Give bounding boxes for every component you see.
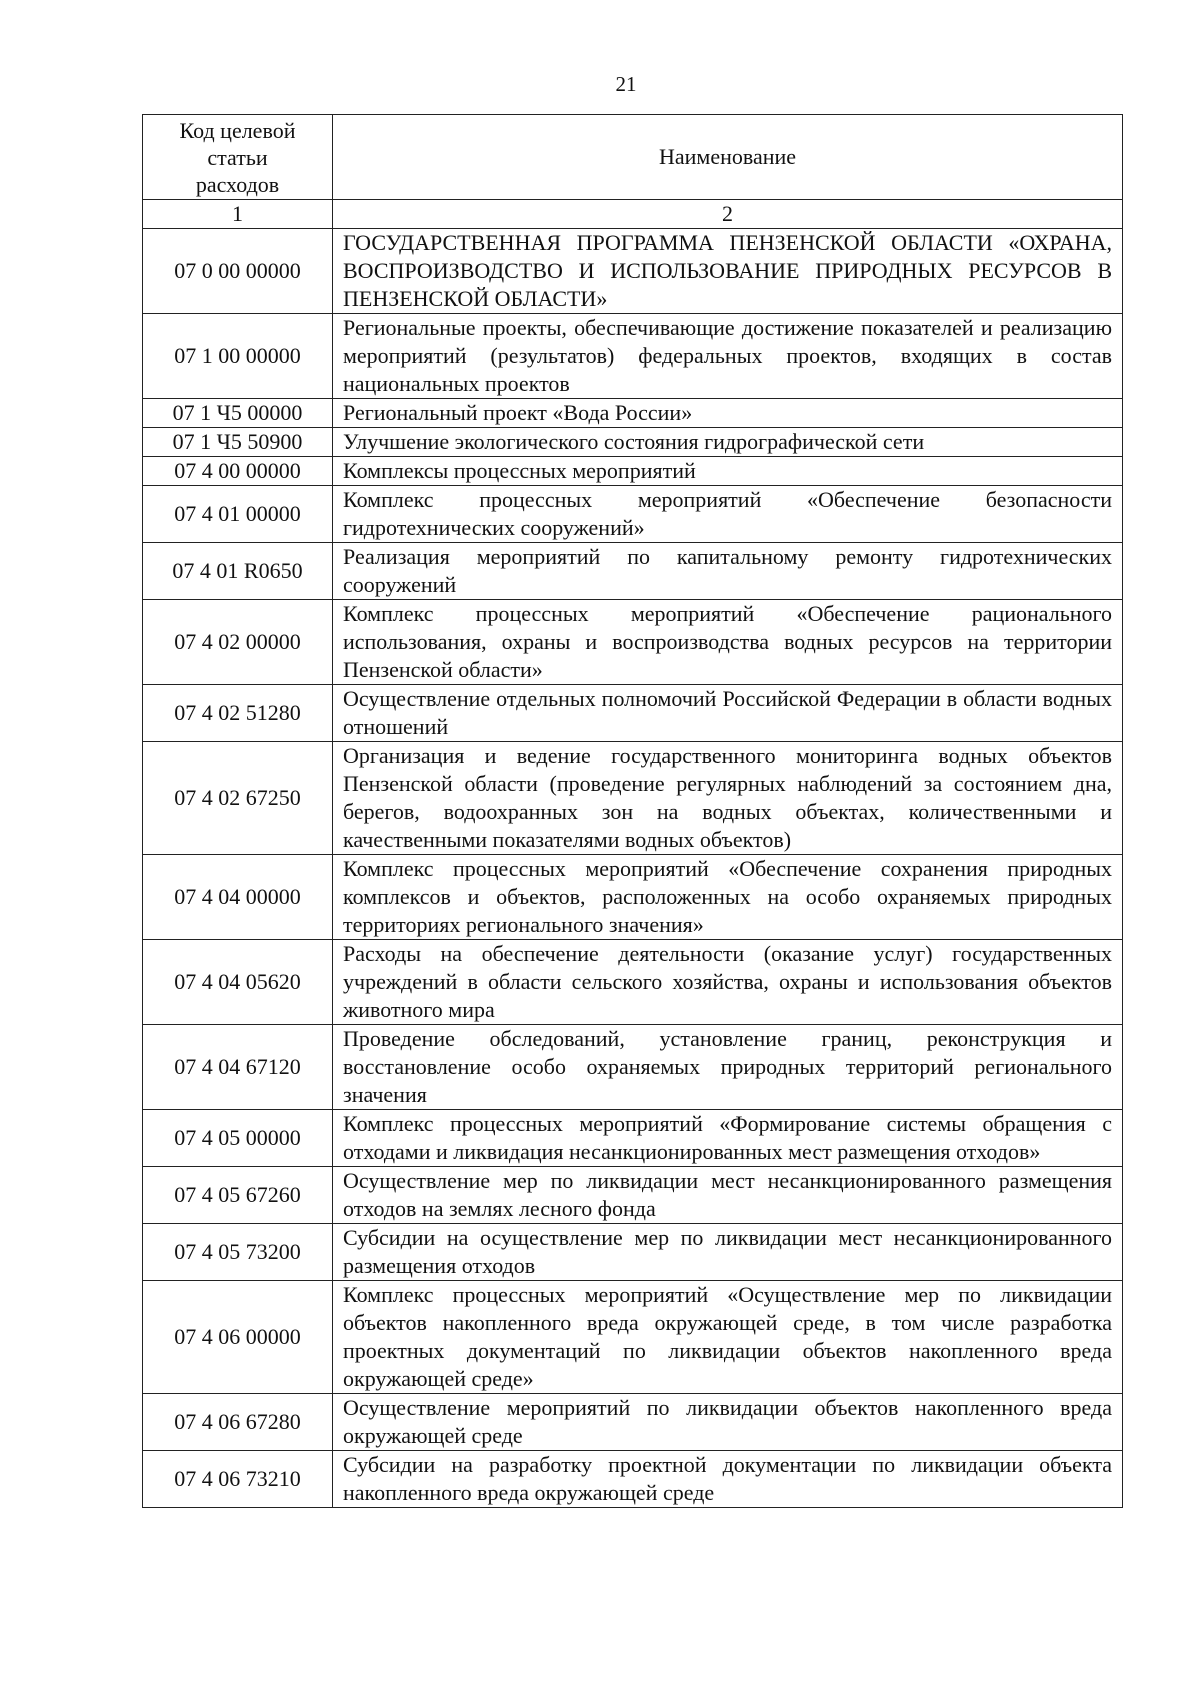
row-code: 07 4 06 73210 [143, 1451, 333, 1508]
row-name: ГОСУДАРСТВЕННАЯ ПРОГРАММА ПЕНЗЕНСКОЙ ОБЛАСТИ «ОХРАНА, ВОСПРОИЗВОДСТВО И ИСПОЛЬЗОВАНИЕ ПРИРОДНЫХ РЕСУРСОВ В ПЕНЗЕНСКОЙ ОБЛАСТИ» [333, 229, 1123, 314]
row-name: Осуществление мероприятий по ликвидации объектов накопленного вреда окружающей среде [333, 1394, 1123, 1451]
row-name: Организация и ведение государственного мониторинга водных объектов Пензенской области (проведение регулярных наблюдений за состоянием дна, берегов, водоохранных зон на водных объектах, количественными и качественными показателями водных объектов) [333, 742, 1123, 855]
row-name: Комплекс процессных мероприятий «Обеспечение рационального использования, охраны и воспроизводства водных ресурсов на территории Пензенской области» [333, 600, 1123, 685]
row-name: Комплекс процессных мероприятий «Формирование системы обращения с отходами и ликвидация несанкционированных мест размещения отходов» [333, 1110, 1123, 1167]
column-number-2: 2 [333, 200, 1123, 229]
row-name: Субсидии на разработку проектной документации по ликвидации объекта накопленного вреда окружающей среде [333, 1451, 1123, 1508]
row-name: Субсидии на осуществление мер по ликвидации мест несанкционированного размещения отходов [333, 1224, 1123, 1281]
table-row [143, 1394, 1123, 1451]
table-row [143, 1281, 1123, 1394]
table-row [143, 940, 1123, 1025]
table-row [143, 543, 1123, 600]
table-row [143, 1224, 1123, 1281]
row-name: Комплексы процессных мероприятий [333, 457, 1123, 486]
table-row [143, 457, 1123, 486]
row-code: 07 4 05 67260 [143, 1167, 333, 1224]
row-code: 07 4 04 05620 [143, 940, 333, 1025]
row-code: 07 4 05 73200 [143, 1224, 333, 1281]
row-code: 07 4 00 00000 [143, 457, 333, 486]
row-code: 07 4 06 00000 [143, 1281, 333, 1394]
row-code: 07 4 02 67250 [143, 742, 333, 855]
table-row [143, 229, 1123, 314]
row-code: 07 4 02 00000 [143, 600, 333, 685]
row-name: Комплекс процессных мероприятий «Обеспечение безопасности гидротехнических сооружений» [333, 486, 1123, 543]
row-code: 07 4 06 67280 [143, 1394, 333, 1451]
page-number: 21 [615, 72, 637, 96]
row-code: 07 1 Ч5 00000 [143, 399, 333, 428]
row-name: Региональный проект «Вода России» [333, 399, 1123, 428]
table-row [143, 314, 1123, 399]
row-name: Комплекс процессных мероприятий «Осуществление мер по ликвидации объектов накопленного вреда окружающей среде, в том числе разработка проектных документаций по ликвидации объектов накопленного вреда окружающей среде» [333, 1281, 1123, 1394]
row-name: Проведение обследований, установление границ, реконструкция и восстановление особо охраняемых природных территорий регионального значения [333, 1025, 1123, 1110]
table-header-row [143, 115, 1123, 200]
row-name: Осуществление отдельных полномочий Российской Федерации в области водных отношений [333, 685, 1123, 742]
row-code: 07 4 04 00000 [143, 855, 333, 940]
row-name: Расходы на обеспечение деятельности (оказание услуг) государственных учреждений в области сельского хозяйства, охраны и использования объектов животного мира [333, 940, 1123, 1025]
row-name: Осуществление мер по ликвидации мест несанкционированного размещения отходов на землях лесного фонда [333, 1167, 1123, 1224]
row-code: 07 4 01 R0650 [143, 543, 333, 600]
table-row [143, 1167, 1123, 1224]
row-code: 07 1 Ч5 50900 [143, 428, 333, 457]
row-code: 07 4 02 51280 [143, 685, 333, 742]
row-name: Региональные проекты, обеспечивающие достижение показателей и реализацию мероприятий (результатов) федеральных проектов, входящих в состав национальных проектов [333, 314, 1123, 399]
column-number-1: 1 [143, 200, 333, 229]
row-name: Комплекс процессных мероприятий «Обеспечение сохранения природных комплексов и объектов, расположенных на особо охраняемых природных территориях регионального значения» [333, 855, 1123, 940]
row-name: Реализация мероприятий по капитальному ремонту гидротехнических сооружений [333, 543, 1123, 600]
column-number-row [143, 200, 1123, 229]
table-row [143, 399, 1123, 428]
table-row [143, 742, 1123, 855]
header-name: Наименование [333, 115, 1123, 200]
header-code: Код целевой статьи расходов [143, 115, 333, 200]
row-name: Улучшение экологического состояния гидрографической сети [333, 428, 1123, 457]
row-code: 07 1 00 00000 [143, 314, 333, 399]
row-code: 07 4 05 00000 [143, 1110, 333, 1167]
table-row [143, 685, 1123, 742]
table-row [143, 428, 1123, 457]
table-row [143, 1451, 1123, 1508]
table-row [143, 1025, 1123, 1110]
table-row [143, 1110, 1123, 1167]
row-code: 07 0 00 00000 [143, 229, 333, 314]
row-code: 07 4 01 00000 [143, 486, 333, 543]
table-row [143, 486, 1123, 543]
table-row [143, 600, 1123, 685]
budget-classification-table [142, 114, 1123, 1508]
row-code: 07 4 04 67120 [143, 1025, 333, 1110]
table-row [143, 855, 1123, 940]
